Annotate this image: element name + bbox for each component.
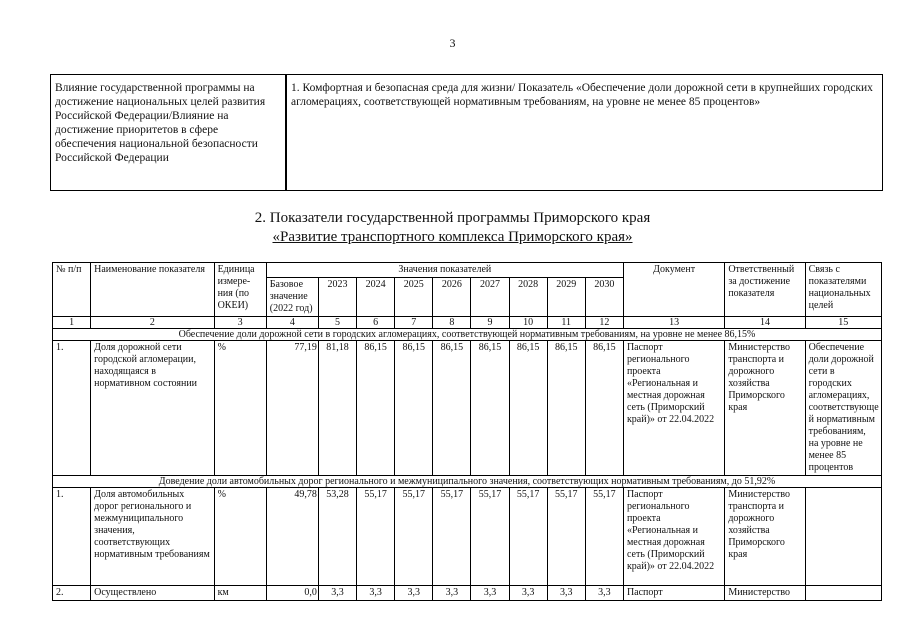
row-responsible: Министерство транспорта и дорожного хозяйства Приморского края [725, 341, 805, 476]
impact-goal: 1. Комфортная и безопасная среда для жизни/ Показатель «Обеспечение доли дорожной сети в крупнейших городских агломерациях, соответствующей нормативным требованиям, на уровне не менее 85 процентов» [286, 75, 883, 191]
header-values-group: Значения показателей [266, 263, 623, 278]
column-number: 4 [266, 317, 318, 329]
row-value: 86,15 [471, 341, 509, 476]
row-responsible: Министерство [725, 586, 805, 601]
row-value: 55,17 [357, 488, 395, 586]
row-document: Паспорт регионального проекта «Региональная и местная дорожная сеть (Приморский край)» от 22.04.2022 [623, 341, 724, 476]
row-value: 55,17 [585, 488, 623, 586]
row-value: 81,18 [318, 341, 356, 476]
row-num: 1. [53, 488, 91, 586]
column-number: 15 [805, 317, 881, 329]
column-number: 5 [318, 317, 356, 329]
row-value: 86,15 [357, 341, 395, 476]
row-responsible: Министерство транспорта и дорожного хозяйства Приморского края [725, 488, 805, 586]
indicators-table [52, 262, 882, 601]
column-number: 9 [471, 317, 509, 329]
row-link: Обеспечение доли дорожной сети в городских агломерациях, соответствующе й нормативным требованиям, на уровне не менее 85 процентов [805, 341, 881, 476]
column-number: 1 [53, 317, 91, 329]
row-unit: км [214, 586, 266, 601]
column-number: 13 [623, 317, 724, 329]
row-value: 3,3 [547, 586, 585, 601]
column-number: 2 [91, 317, 214, 329]
column-number: 10 [509, 317, 547, 329]
row-num: 2. [53, 586, 91, 601]
header-base: Базовое значение (2022 год) [266, 278, 318, 317]
section-row [53, 329, 882, 341]
row-value: 86,15 [395, 341, 433, 476]
column-number: 8 [433, 317, 471, 329]
row-value: 3,3 [471, 586, 509, 601]
row-value: 86,15 [585, 341, 623, 476]
row-value: 3,3 [585, 586, 623, 601]
row-value: 55,17 [433, 488, 471, 586]
row-unit: % [214, 488, 266, 586]
row-document: Паспорт регионального проекта «Региональная и местная дорожная сеть (Приморский край)» от 22.04.2022 [623, 488, 724, 586]
header-responsible: Ответственный за достижение показателя [725, 263, 805, 317]
row-link [805, 586, 881, 601]
column-number: 11 [547, 317, 585, 329]
header-year: 2024 [357, 278, 395, 317]
column-number: 14 [725, 317, 805, 329]
page-number: 3 [449, 36, 456, 50]
header-year: 2025 [395, 278, 433, 317]
row-base: 49,78 [266, 488, 318, 586]
header-year: 2029 [547, 278, 585, 317]
row-value: 3,3 [318, 586, 356, 601]
row-unit: % [214, 341, 266, 476]
table-row [53, 488, 882, 586]
section-row [53, 476, 882, 488]
header-year: 2028 [509, 278, 547, 317]
section-title-1: Обеспечение доли дорожной сети в городских агломерациях, соответствующей нормативным требованиям, на уровне не менее 86,15% [53, 329, 882, 341]
row-name: Осуществлено [91, 586, 214, 601]
row-base: 0,0 [266, 586, 318, 601]
section-title: 2. Показатели государственной программы Приморского края [254, 210, 651, 226]
header-link: Связь с показателями национальных целей [805, 263, 881, 317]
header-name: Наименование показателя [91, 263, 214, 317]
header-document: Документ [623, 263, 724, 317]
header-num: № п/п [53, 263, 91, 317]
row-value: 86,15 [547, 341, 585, 476]
row-value: 55,17 [509, 488, 547, 586]
column-number: 6 [357, 317, 395, 329]
header-year: 2027 [471, 278, 509, 317]
row-document: Паспорт [623, 586, 724, 601]
header-year: 2030 [585, 278, 623, 317]
row-name: Доля автомобильных дорог регионального и межмуниципального значения, соответствующих нормативным требованиям [91, 488, 214, 586]
column-number: 7 [395, 317, 433, 329]
header-unit: Единица измере-ния (по ОКЕИ) [214, 263, 266, 317]
impact-label: Влияние государственной программы на достижение национальных целей развития Российской Федерации/Влияние на достижение приоритетов в сфере обеспечения национальной безопасности Российской Федерации [51, 75, 287, 191]
row-link [805, 488, 881, 586]
row-value: 3,3 [509, 586, 547, 601]
header-row [53, 263, 882, 278]
row-num: 1. [53, 341, 91, 476]
program-title: «Развитие транспортного комплекса Приморского края» [272, 229, 633, 245]
header-year: 2023 [318, 278, 356, 317]
row-value: 3,3 [433, 586, 471, 601]
row-value: 53,28 [318, 488, 356, 586]
column-number: 3 [214, 317, 266, 329]
column-numbers-row [53, 317, 882, 329]
row-name: Доля дорожной сети городской агломерации, находящаяся в нормативном состоянии [91, 341, 214, 476]
row-value: 3,3 [357, 586, 395, 601]
row-value: 55,17 [395, 488, 433, 586]
column-number: 12 [585, 317, 623, 329]
row-base: 77,19 [266, 341, 318, 476]
header-year: 2026 [433, 278, 471, 317]
row-value: 86,15 [433, 341, 471, 476]
section-title-2: Доведение доли автомобильных дорог регионального и межмуниципального значения, соответствующих нормативным требованиям, до 51,92% [53, 476, 882, 488]
row-value: 55,17 [471, 488, 509, 586]
row-value: 3,3 [395, 586, 433, 601]
table-row [53, 341, 882, 476]
row-value: 86,15 [509, 341, 547, 476]
row-value: 55,17 [547, 488, 585, 586]
table-row [53, 586, 882, 601]
program-impact-table [50, 74, 883, 191]
